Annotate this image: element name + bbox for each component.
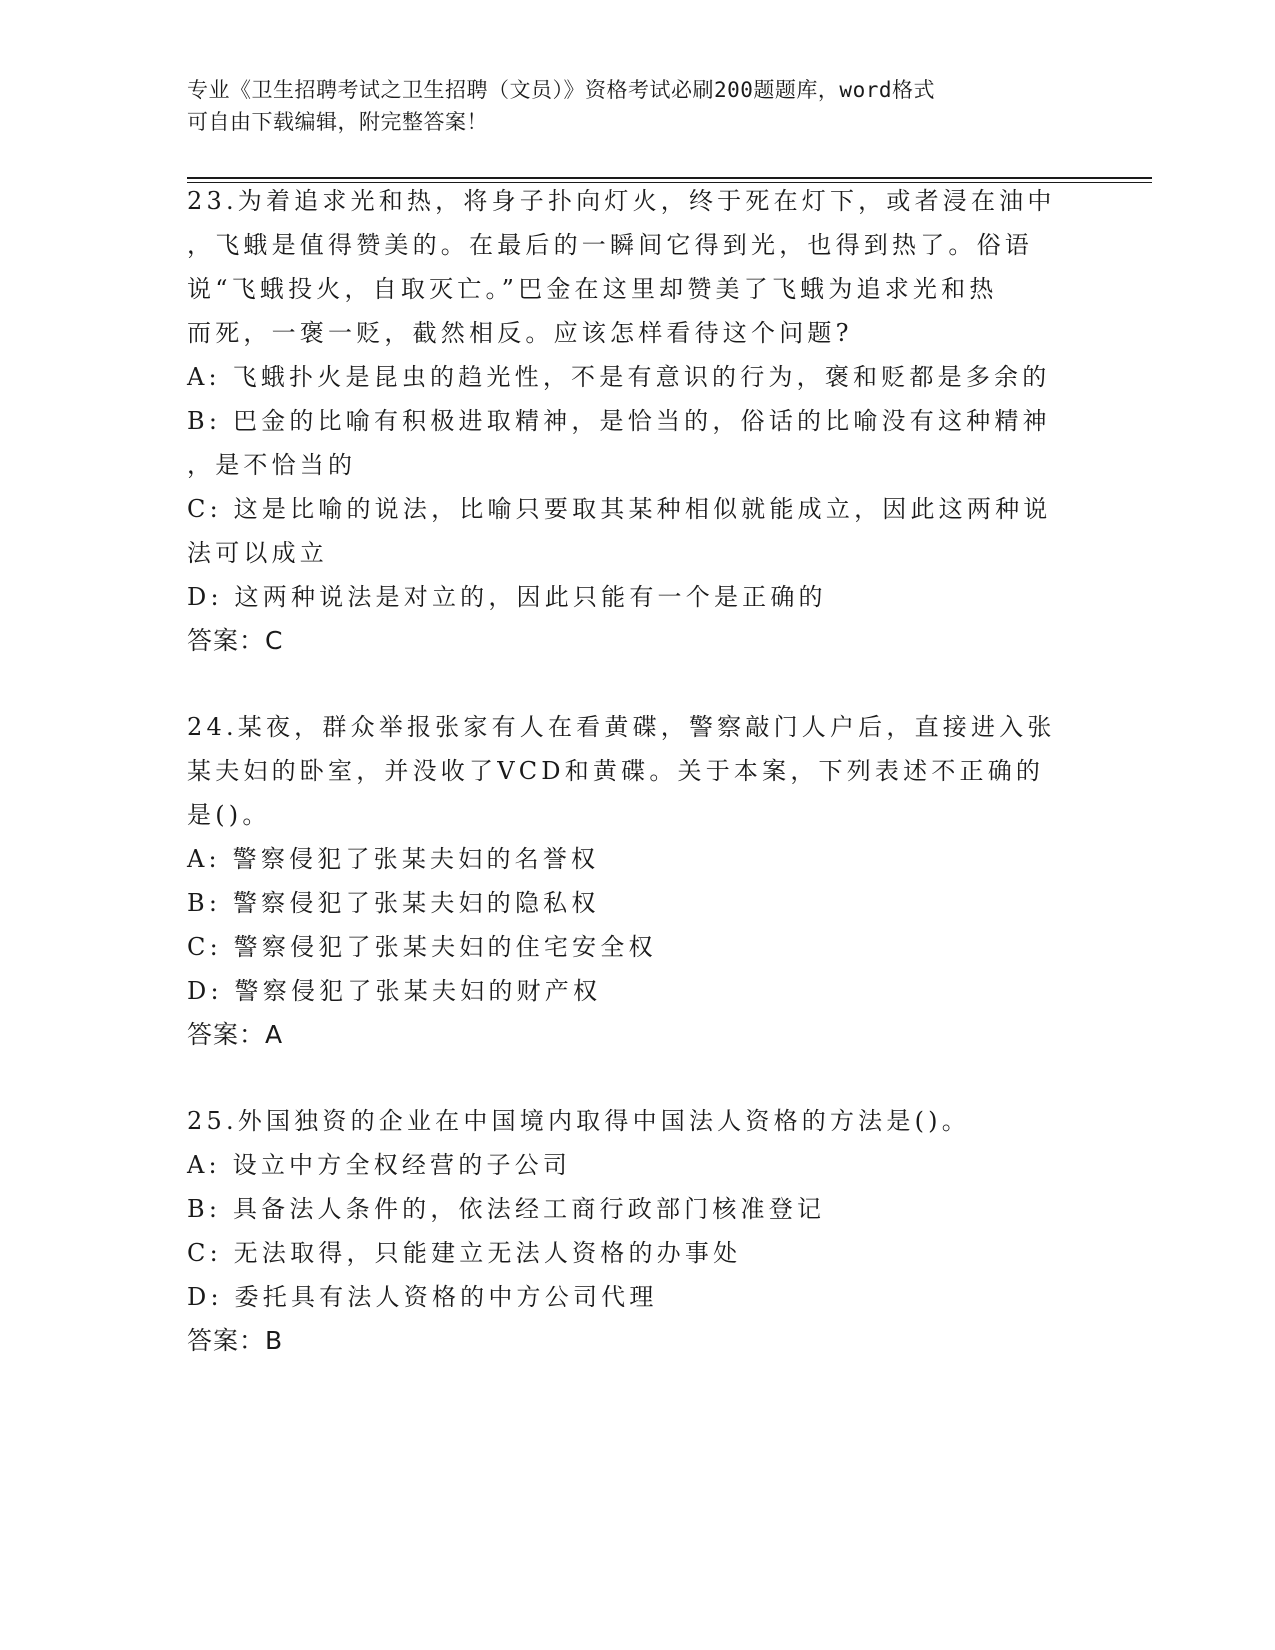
- question-24-line-3: 是()。: [187, 801, 271, 829]
- question-23-option-c-cont: 法可以成立: [187, 539, 328, 567]
- question-23-option-d: D: 这两种说法是对立的，因此只能有一个是正确的: [187, 583, 827, 611]
- question-23-option-b: B: 巴金的比喻有积极进取精神，是恰当的，俗话的比喻没有这种精神: [187, 407, 1051, 435]
- question-23-line-3: 说“飞蛾投火，自取灭亡。”巴金在这里却赞美了飞蛾为追求光和热: [187, 275, 998, 303]
- question-25-answer: 答案：B: [187, 1326, 284, 1355]
- question-25-option-a: A: 设立中方全权经营的子公司: [187, 1151, 572, 1179]
- question-23-line-1: 23.为着追求光和热，将身子扑向灯火，终于死在灯下，或者浸在油中: [187, 187, 1056, 215]
- question-24-option-d: D: 警察侵犯了张某夫妇的财产权: [187, 977, 602, 1005]
- question-24-option-c: C: 警察侵犯了张某夫妇的住宅安全权: [187, 933, 657, 961]
- question-23-line-2: ，飞蛾是值得赞美的。在最后的一瞬间它得到光，也得到热了。俗语: [187, 231, 1033, 259]
- question-23-line-4: 而死，一褒一贬，截然相反。应该怎样看待这个问题?: [187, 319, 853, 347]
- question-23-answer: 答案：C: [187, 626, 284, 655]
- question-24-option-a: A: 警察侵犯了张某夫妇的名誉权: [187, 845, 600, 873]
- header-line-2: 可自由下载编辑，附完整答案！: [187, 110, 488, 134]
- page-header: [187, 74, 1067, 138]
- question-23-option-c: C: 这是比喻的说法，比喻只要取其某种相似就能成立，因此这两种说: [187, 495, 1052, 523]
- question-24-line-2: 某夫妇的卧室，并没收了VCD和黄碟。关于本案，下列表述不正确的: [187, 757, 1045, 785]
- question-25-option-b: B: 具备法人条件的，依法经工商行政部门核准登记: [187, 1195, 826, 1223]
- question-24-option-b: B: 警察侵犯了张某夫妇的隐私权: [187, 889, 600, 917]
- question-25-line-1: 25.外国独资的企业在中国境内取得中国法人资格的方法是()。: [187, 1107, 970, 1135]
- question-25-option-c: C: 无法取得，只能建立无法人资格的办事处: [187, 1239, 742, 1267]
- question-23-option-b-cont: ，是不恰当的: [187, 451, 357, 479]
- question-23-option-a: A: 飞蛾扑火是昆虫的趋光性，不是有意识的行为，褒和贬都是多余的: [187, 363, 1051, 391]
- question-24-line-1: 24.某夜，群众举报张家有人在看黄碟，警察敲门人户后，直接进入张: [187, 713, 1056, 741]
- question-25-option-d: D: 委托具有法人资格的中方公司代理: [187, 1283, 658, 1311]
- header-line-1: 专业《卫生招聘考试之卫生招聘（文员）》资格考试必刷200题题库，word格式: [187, 78, 935, 102]
- question-24-answer: 答案：A: [187, 1020, 284, 1049]
